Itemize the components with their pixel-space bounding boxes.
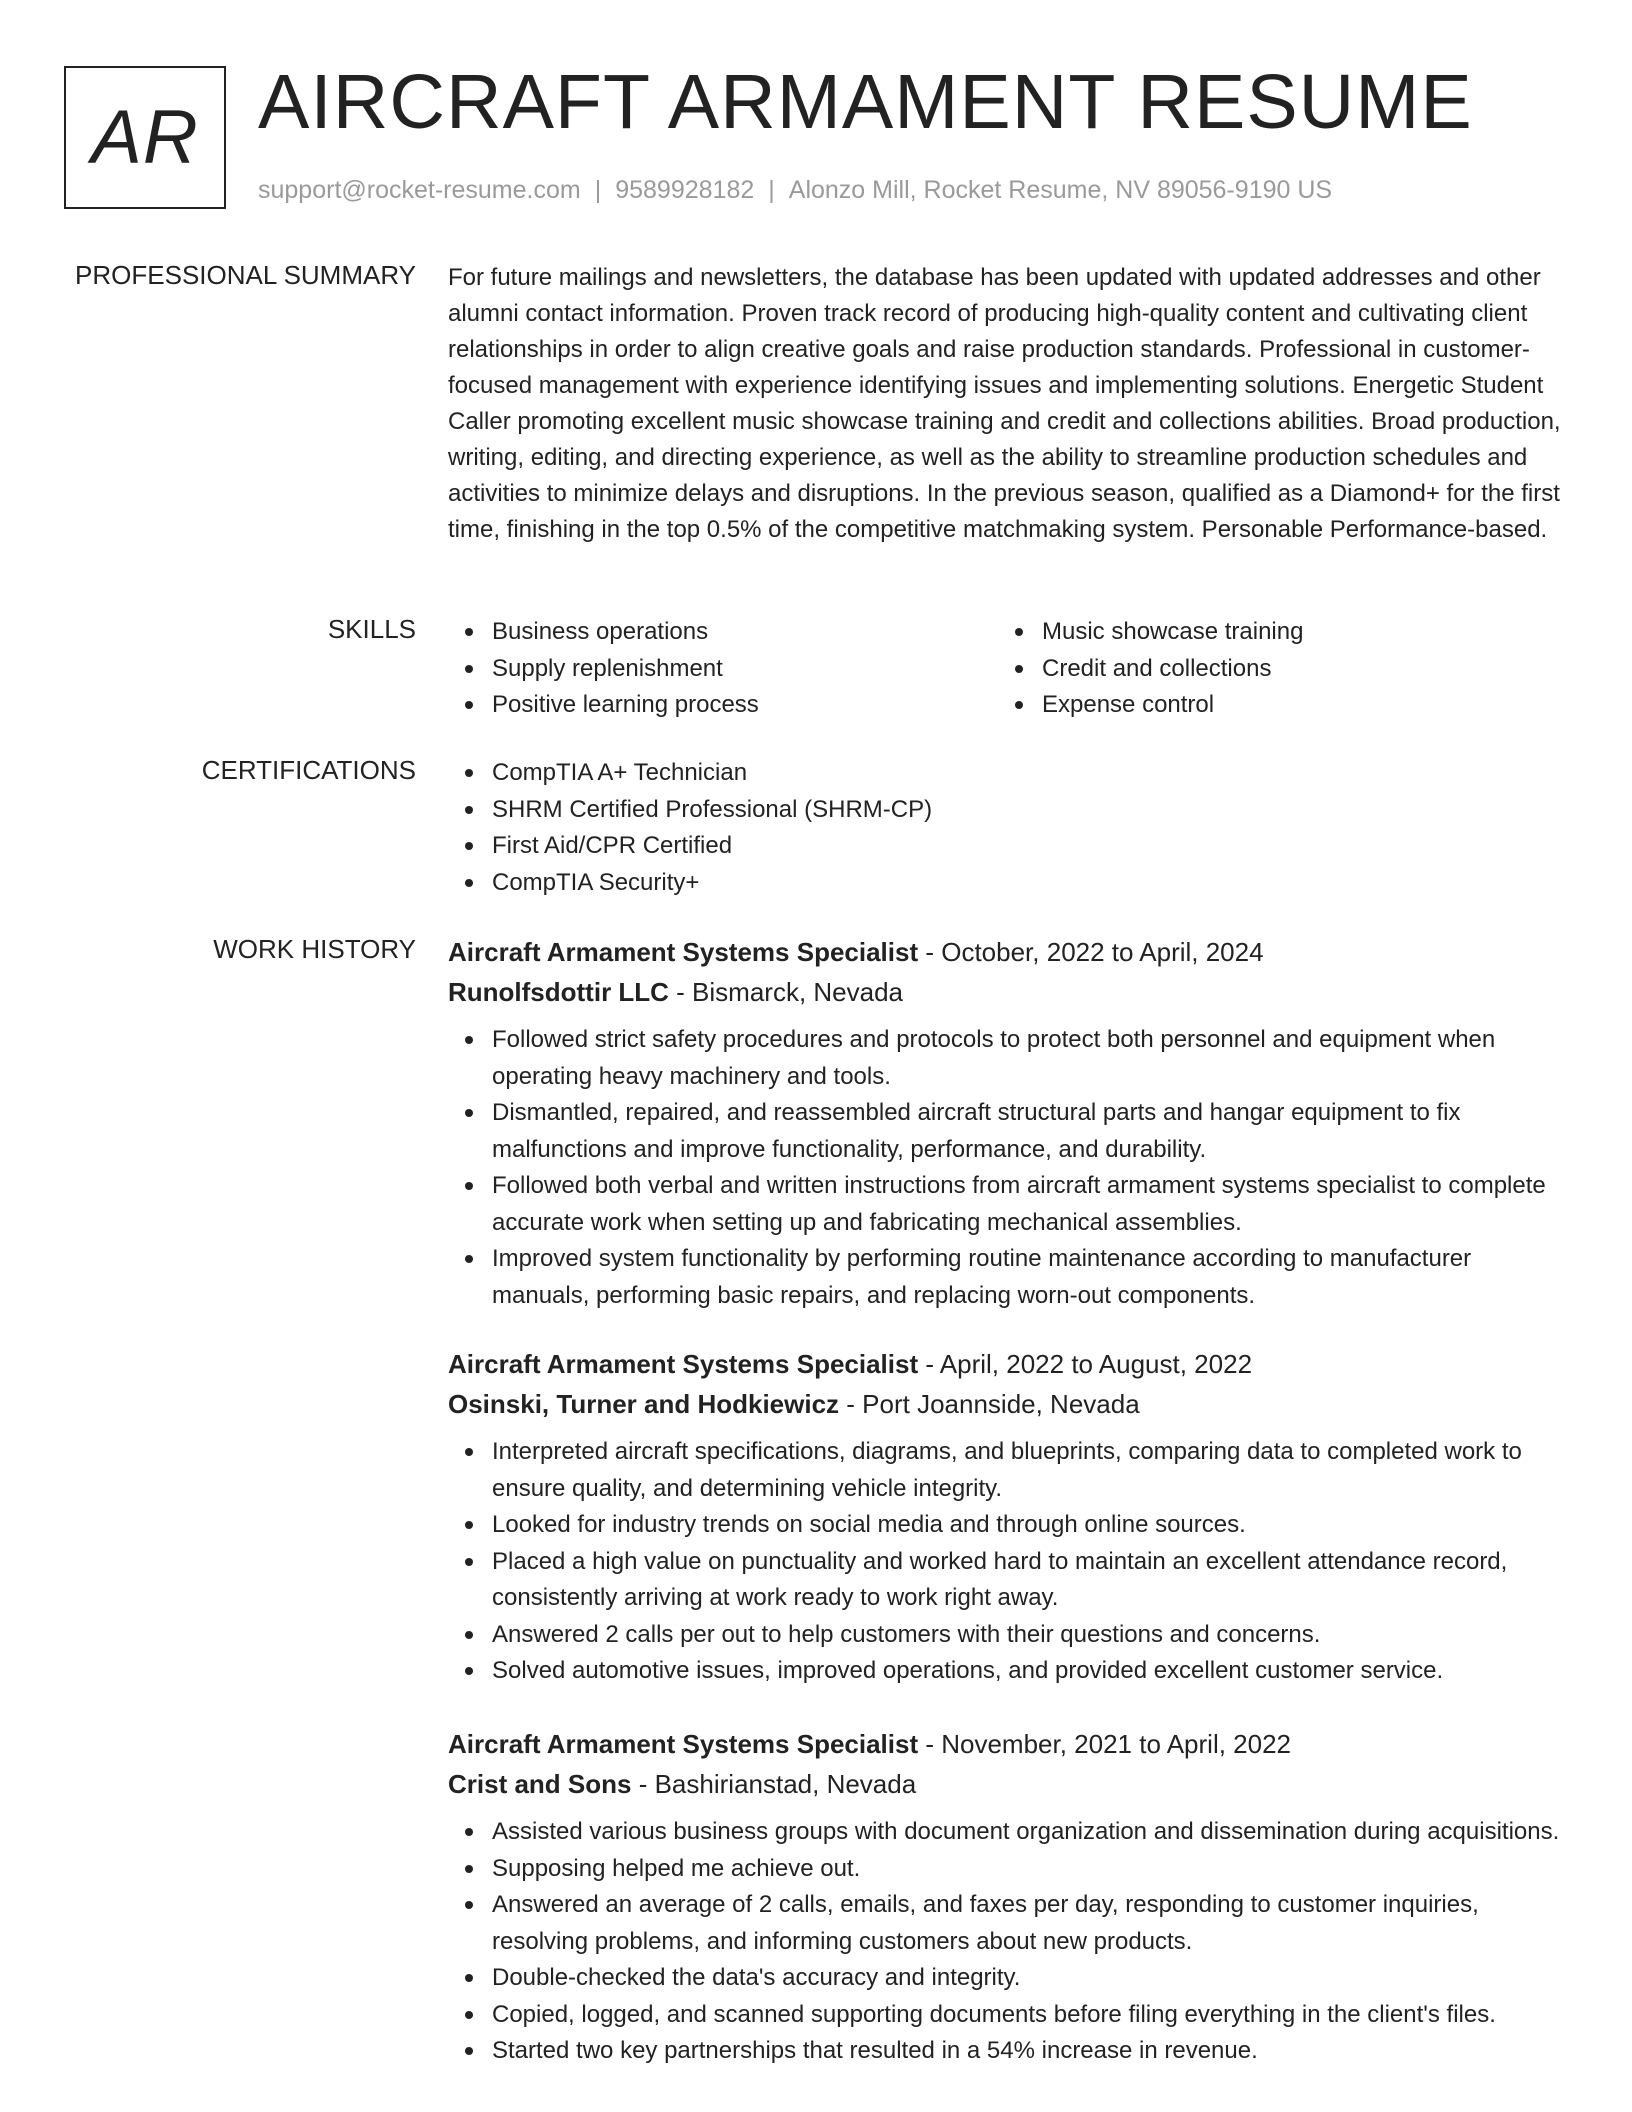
list-item: First Aid/CPR Certified — [448, 828, 1568, 865]
skills-body — [448, 614, 1568, 724]
list-item: Supposing helped me achieve out. — [448, 1851, 1568, 1888]
list-item: Expense control — [998, 687, 1548, 724]
contact-email: support@rocket-resume.com — [258, 176, 581, 204]
job-dates: - November, 2021 to April, 2022 — [918, 1729, 1292, 1759]
summary-text: For future mailings and newsletters, the database has been updated with updated addresses and other alumni contact information. Proven track record of producing high-quality content and cultivating client relationships in order to align creative goals and raise production standards. Professional in customer-focused management with experience identifying issues and implementing solutions. Energetic Student Caller promoting excellent music showcase training and credit and collections abilities. Broad production, writing, editing, and directing experience, as well as the ability to streamline production schedules and activities to minimize delays and disruptions. In the previous season, qualified as a Diamond+ for the first time, finishing in the top 0.5% of the competitive matchmaking system. Personable Performance-based. — [448, 264, 1561, 543]
job-location: - Port Joannside, Nevada — [839, 1389, 1140, 1419]
list-item: Followed strict safety procedures and protocols to protect both personnel and equipment when operating heavy machinery and tools. — [448, 1022, 1568, 1095]
list-item: Started two key partnerships that resulted in a 54% increase in revenue. — [448, 2033, 1568, 2070]
list-item: Positive learning process — [448, 687, 998, 724]
skills-list-right — [998, 614, 1548, 724]
list-item: Assisted various business groups with document organization and dissemination during acquisitions. — [448, 1814, 1568, 1851]
list-item: SHRM Certified Professional (SHRM-CP) — [448, 792, 1568, 829]
list-item: Double-checked the data's accuracy and integrity. — [448, 1960, 1568, 1997]
list-item: Music showcase training — [998, 614, 1548, 651]
page-title: AIRCRAFT ARMAMENT RESUME — [258, 59, 1473, 145]
list-item: Looked for industry trends on social media and through online sources. — [448, 1507, 1568, 1544]
job-location: - Bismarck, Nevada — [668, 977, 904, 1007]
skills-list-left — [448, 614, 998, 724]
work-history-heading: WORK HISTORY — [213, 934, 416, 964]
job-duties-list — [448, 1814, 1568, 2070]
contact-line — [258, 176, 1332, 205]
list-item: Interpreted aircraft specifications, diagrams, and blueprints, comparing data to completed work to ensure quality, and determining vehicle integrity. — [448, 1434, 1568, 1507]
job-entry — [448, 1724, 1568, 2070]
certifications-body — [448, 755, 1568, 901]
job-entry — [448, 932, 1568, 1314]
contact-phone: 9589928182 — [615, 176, 755, 204]
list-item: Dismantled, repaired, and reassembled aircraft structural parts and hangar equipment to fix malfunctions and improve functionality, performance, and durability. — [448, 1095, 1568, 1168]
contact-separator: | — [768, 176, 775, 204]
certifications-list — [448, 755, 1568, 901]
job-duties-list — [448, 1434, 1568, 1690]
list-item: Placed a high value on punctuality and worked hard to maintain an excellent attendance record, consistently arriving at work ready to work right away. — [448, 1544, 1568, 1617]
job-location: - Bashirianstad, Nevada — [631, 1769, 917, 1799]
monogram-logo — [64, 66, 226, 209]
list-item: Credit and collections — [998, 651, 1548, 688]
job-duties-list — [448, 1022, 1568, 1314]
contact-separator: | — [594, 176, 602, 204]
job-entry — [448, 1344, 1568, 1690]
skills-heading: SKILLS — [327, 614, 416, 644]
list-item: Business operations — [448, 614, 998, 651]
job-company: Crist and Sons — [448, 1769, 632, 1799]
list-item: Followed both verbal and written instructions from aircraft armament systems specialist to complete accurate work when setting up and fabricating mechanical assemblies. — [448, 1168, 1568, 1241]
summary-heading: PROFESSIONAL SUMMARY — [75, 260, 416, 290]
list-item: CompTIA A+ Technician — [448, 755, 1568, 792]
job-company-line — [448, 1384, 1568, 1424]
list-item: Answered an average of 2 calls, emails, and faxes per day, responding to customer inquiries, resolving problems, and informing customers about new products. — [448, 1887, 1568, 1960]
job-company: Runolfsdottir LLC — [448, 977, 669, 1007]
list-item: Improved system functionality by performing routine maintenance according to manufacturer manuals, performing basic repairs, and replacing worn-out components. — [448, 1241, 1568, 1314]
job-title-line — [448, 932, 1568, 972]
contact-address: Alonzo Mill, Rocket Resume, NV 89056-9190 US — [788, 176, 1333, 204]
job-title: Aircraft Armament Systems Specialist — [448, 1729, 919, 1759]
job-title-line — [448, 1724, 1568, 1764]
monogram-text: AR — [91, 95, 199, 180]
job-title-line — [448, 1344, 1568, 1384]
certifications-heading: CERTIFICATIONS — [201, 755, 416, 785]
list-item: Solved automotive issues, improved operations, and provided excellent customer service. — [448, 1653, 1568, 1690]
job-title: Aircraft Armament Systems Specialist — [448, 937, 919, 967]
job-company-line — [448, 1764, 1568, 1804]
job-title: Aircraft Armament Systems Specialist — [448, 1349, 919, 1379]
job-dates: - October, 2022 to April, 2024 — [918, 937, 1264, 967]
list-item: Answered 2 calls per out to help customers with their questions and concerns. — [448, 1617, 1568, 1654]
job-company: Osinski, Turner and Hodkiewicz — [448, 1389, 840, 1419]
job-dates: - April, 2022 to August, 2022 — [918, 1349, 1253, 1379]
job-company-line — [448, 972, 1568, 1012]
list-item: CompTIA Security+ — [448, 865, 1568, 902]
list-item: Copied, logged, and scanned supporting documents before filing everything in the client's files. — [448, 1997, 1568, 2034]
list-item: Supply replenishment — [448, 651, 998, 688]
